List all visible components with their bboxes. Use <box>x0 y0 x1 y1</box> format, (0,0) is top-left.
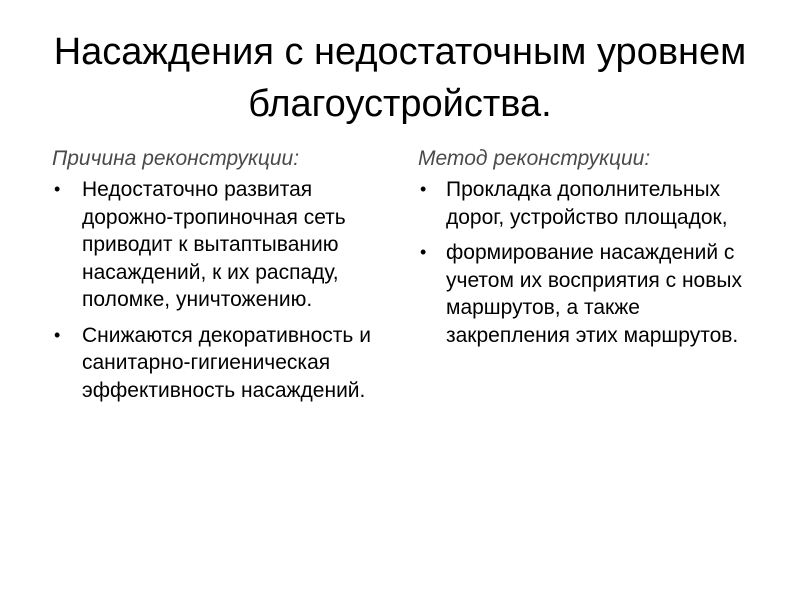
list-item <box>418 239 758 349</box>
method-list <box>418 176 758 349</box>
list-item <box>52 322 382 405</box>
bullet-icon: • <box>54 324 61 345</box>
method-item-text: формирование насаждений с учетом их восприятия с новых маршрутов, а также закрепления этих маршрутов. <box>446 241 742 347</box>
reason-column <box>52 146 382 412</box>
reason-heading: Причина реконструкции: <box>52 147 300 170</box>
slide-title: Насаждения с недостаточным уровнем благоустройства. <box>53 31 747 125</box>
reason-list <box>52 176 382 404</box>
method-column <box>418 146 758 357</box>
reason-item-text: Недостаточно развитая дорожно-тропиночная сеть приводит к вытаптыванию насаждений, к их распаду, поломке, уничтожению. <box>82 178 346 311</box>
method-item-text: Прокладка дополнительных дорог, устройство площадок, <box>446 178 728 229</box>
list-item <box>52 176 382 314</box>
reason-item-text: Снижаются декоративность и санитарно-гигиеническая эффективность насаждений. <box>82 323 371 402</box>
bullet-icon: • <box>54 179 61 199</box>
bullet-icon: • <box>420 179 427 199</box>
method-heading: Метод реконструкции: <box>418 147 651 170</box>
list-item <box>418 176 758 231</box>
bullet-icon: • <box>420 242 427 262</box>
